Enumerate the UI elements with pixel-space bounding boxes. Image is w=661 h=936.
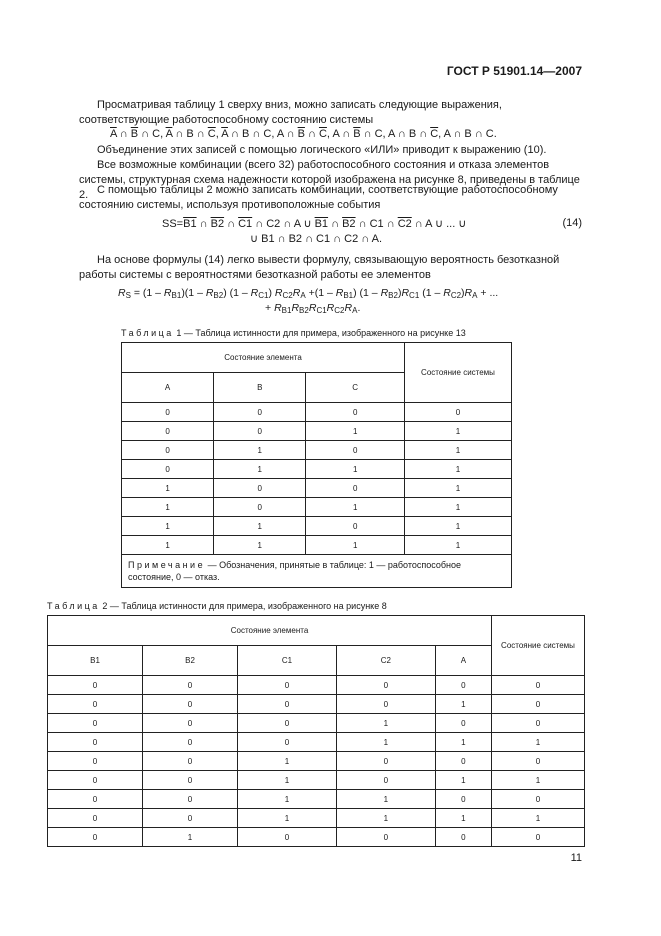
table-cell: 0 — [238, 733, 337, 752]
table-cell: 0 — [238, 828, 337, 847]
table-cell: 0 — [336, 752, 435, 771]
table-cell: 0 — [492, 714, 585, 733]
table-row — [48, 752, 585, 771]
table1-group-header: Состояние элемента — [122, 343, 405, 373]
table-cell: 0 — [435, 828, 491, 847]
table-cell: 0 — [238, 676, 337, 695]
table-cell: 0 — [405, 403, 512, 422]
reliability-formula-line2: + $R_{B1}R_{B2}R_{C1}R_{C2}R_A$. — [265, 302, 361, 315]
table-cell: 0 — [435, 790, 491, 809]
table-cell: 0 — [143, 809, 238, 828]
table-cell: 0 — [492, 676, 585, 695]
table-cell: 0 — [143, 733, 238, 752]
table-cell: 0 — [238, 714, 337, 733]
table-row — [48, 714, 585, 733]
table-cell: 0 — [336, 676, 435, 695]
table-cell: 0 — [48, 771, 143, 790]
table-cell: 1 — [238, 771, 337, 790]
table-cell: 0 — [48, 790, 143, 809]
table-cell: 1 — [405, 498, 512, 517]
table-cell: 1 — [336, 714, 435, 733]
table-cell: 1 — [214, 460, 306, 479]
equation-number: (14) — [562, 217, 582, 229]
table-cell: 0 — [143, 752, 238, 771]
table-cell: 0 — [143, 771, 238, 790]
table-cell: 1 — [238, 809, 337, 828]
table-row — [122, 441, 512, 460]
table2-col-header: C2 — [336, 646, 435, 676]
table-row — [122, 422, 512, 441]
table-cell: 0 — [48, 676, 143, 695]
page-number: 11 — [570, 852, 582, 864]
expr-6: A ∩ B ∩ $\overline{C}$ — [388, 128, 439, 140]
table-cell: 0 — [122, 441, 214, 460]
table-cell: 0 — [143, 714, 238, 733]
table-cell: 0 — [435, 714, 491, 733]
paragraph-intro: Просматривая таблицу 1 сверху вниз, можно записать следующие выражения, соответствующие работоспособному состоянию системы — [79, 99, 502, 126]
paragraph-opposite-events: С помощью таблицы 2 можно записать комбинации, соответствующие работоспособному состоянию системы, используя противоположные события — [79, 184, 558, 211]
table2-caption: Таблица 2 — Таблица истинности для примера, изображенного на рисунке 8 — [47, 601, 387, 611]
table-row — [122, 403, 512, 422]
table-cell: 1 — [122, 498, 214, 517]
table-cell: 0 — [143, 790, 238, 809]
expr-3: $\overline{A}$ ∩ B ∩ C — [221, 128, 272, 140]
table-cell: 0 — [48, 809, 143, 828]
table-cell: 1 — [214, 441, 306, 460]
table-cell: 1 — [336, 809, 435, 828]
table-cell: 1 — [405, 422, 512, 441]
table2-col-header: B2 — [143, 646, 238, 676]
table-cell: 1 — [435, 733, 491, 752]
table-cell: 1 — [122, 536, 214, 555]
table-cell: 0 — [48, 828, 143, 847]
table-cell: 0 — [143, 676, 238, 695]
table-cell: 0 — [306, 479, 405, 498]
expr-1: $\overline{A}$ ∩ $\overline{B}$ ∩ C — [110, 128, 161, 140]
table-cell: 0 — [214, 479, 306, 498]
table-row — [122, 479, 512, 498]
table2-col-header: B1 — [48, 646, 143, 676]
expr-2: $\overline{A}$ ∩ B ∩ $\overline{C}$ — [165, 128, 216, 140]
table-cell: 1 — [405, 536, 512, 555]
table-row — [48, 790, 585, 809]
reliability-formula: $R_S = (1 - R_{B1})(1 - R_{B2})$ $(1 - R_{C1})$ $R_{C2}R_A +(1 - R_{B1})$ $(1 - R_{B2})R_{C1}$ $(1 - R_{C2})R_A$ + ... — [118, 287, 499, 300]
table1-note: Примечание — Обозначения, принятые в таблице: 1 — работоспособное состояние, 0 — отказ. — [122, 555, 512, 588]
table-cell: 0 — [306, 517, 405, 536]
table1-col-header: A — [122, 373, 214, 403]
table-cell: 0 — [435, 676, 491, 695]
table-cell: 1 — [122, 479, 214, 498]
table-cell: 0 — [306, 403, 405, 422]
table-cell: 1 — [336, 790, 435, 809]
table-cell: 0 — [492, 828, 585, 847]
table-cell: 1 — [238, 752, 337, 771]
table-cell: 1 — [492, 771, 585, 790]
expr-4: A ∩ $\overline{B}$ ∩ $\overline{C}$ — [276, 128, 327, 140]
table-cell: 0 — [435, 752, 491, 771]
table-cell: 1 — [306, 422, 405, 441]
table-cell: 0 — [122, 460, 214, 479]
table-cell: 1 — [435, 809, 491, 828]
table2-group-header: Состояние элемента — [48, 616, 492, 646]
table-cell: 1 — [306, 460, 405, 479]
table-cell: 0 — [336, 771, 435, 790]
table-row — [48, 771, 585, 790]
formula-14-line1: SS=B1 ∩ B2 ∩ C1 ∩ C2 ∩ A ∪ B1 ∩ B2 ∩ C1 ∩ C2 ∩ A ∪ ... ∪ — [162, 218, 467, 230]
expr-5: A ∩ $\overline{B}$ ∩ C — [332, 128, 383, 140]
table-cell: 1 — [492, 809, 585, 828]
table-cell: 0 — [214, 498, 306, 517]
table2-col-header: C1 — [238, 646, 337, 676]
table-cell: 0 — [492, 752, 585, 771]
table-cell: 0 — [492, 695, 585, 714]
table-cell: 0 — [48, 714, 143, 733]
paragraph-union: Объединение этих записей с помощью логического «ИЛИ» приводит к выражению (10). — [97, 144, 547, 156]
table-cell: 0 — [336, 695, 435, 714]
table1-col-header: C — [306, 373, 405, 403]
table-row — [48, 695, 585, 714]
table-cell: 0 — [122, 422, 214, 441]
table-cell: 1 — [435, 771, 491, 790]
truth-table-1 — [121, 342, 512, 588]
paragraph-combinations: Все возможные комбинации (всего 32) работоспособного состояния и отказа элементов системы, структурная схема надежности которой изображена на рисунке 8, приведены в таблице 2. — [79, 159, 580, 201]
table-cell: 1 — [405, 441, 512, 460]
table-row — [48, 828, 585, 847]
table1-system-header: Состояние системы — [405, 343, 512, 403]
table-row — [48, 676, 585, 695]
paragraph-probability: На основе формулы (14) легко вывести формулу, связывающую вероятность безотказной работы системы с вероятностями безотказной работы ее элементов — [79, 254, 560, 281]
table-cell: 0 — [336, 828, 435, 847]
document-header: ГОСТ Р 51901.14—2007 — [446, 64, 582, 78]
table-cell: 0 — [306, 441, 405, 460]
table-cell: 0 — [492, 790, 585, 809]
table-cell: 1 — [336, 733, 435, 752]
expr-7: A ∩ B ∩ C — [443, 128, 494, 140]
table-cell: 1 — [492, 733, 585, 752]
table-cell: 0 — [238, 695, 337, 714]
table2-col-header: A — [435, 646, 491, 676]
table-cell: 0 — [214, 422, 306, 441]
table-cell: 1 — [405, 479, 512, 498]
formula-14-line2: ∪ B1 ∩ B2 ∩ C1 ∩ C2 ∩ A. — [250, 233, 383, 245]
table-row — [48, 809, 585, 828]
table-row — [122, 460, 512, 479]
table-row — [122, 536, 512, 555]
table-cell: 0 — [48, 695, 143, 714]
table-cell: 1 — [214, 536, 306, 555]
table-row — [122, 498, 512, 517]
table-cell: 1 — [405, 517, 512, 536]
table-cell: 1 — [306, 498, 405, 517]
table-cell: 1 — [143, 828, 238, 847]
table-cell: 0 — [48, 733, 143, 752]
table-row — [48, 733, 585, 752]
truth-table-2 — [47, 615, 585, 847]
table-cell: 0 — [214, 403, 306, 422]
table-cell: 0 — [122, 403, 214, 422]
table-cell: 1 — [214, 517, 306, 536]
table-cell: 1 — [306, 536, 405, 555]
table-cell: 0 — [48, 752, 143, 771]
table1-caption: Таблица 1 — Таблица истинности для примера, изображенного на рисунке 13 — [121, 328, 466, 338]
table-cell: 0 — [143, 695, 238, 714]
table-row — [122, 517, 512, 536]
table-cell: 1 — [435, 695, 491, 714]
table1-col-header: B — [214, 373, 306, 403]
table-cell: 1 — [405, 460, 512, 479]
table-cell: 1 — [122, 517, 214, 536]
state-expressions: $\overline{A}$ ∩ $\overline{B}$ ∩ C, $\overline{A}$ ∩ B ∩ $\overline{C}$, $\overline{A}$ ∩ B ∩ C, A ∩ $\overline{B}$ ∩ $\overline{C}$, A ∩ $\overline{B}$ ∩ C, A ∩ B ∩ $\overline{C}$, A ∩ B ∩ C. — [110, 128, 497, 140]
table-cell: 1 — [238, 790, 337, 809]
table2-system-header: Состояние системы — [492, 616, 585, 676]
